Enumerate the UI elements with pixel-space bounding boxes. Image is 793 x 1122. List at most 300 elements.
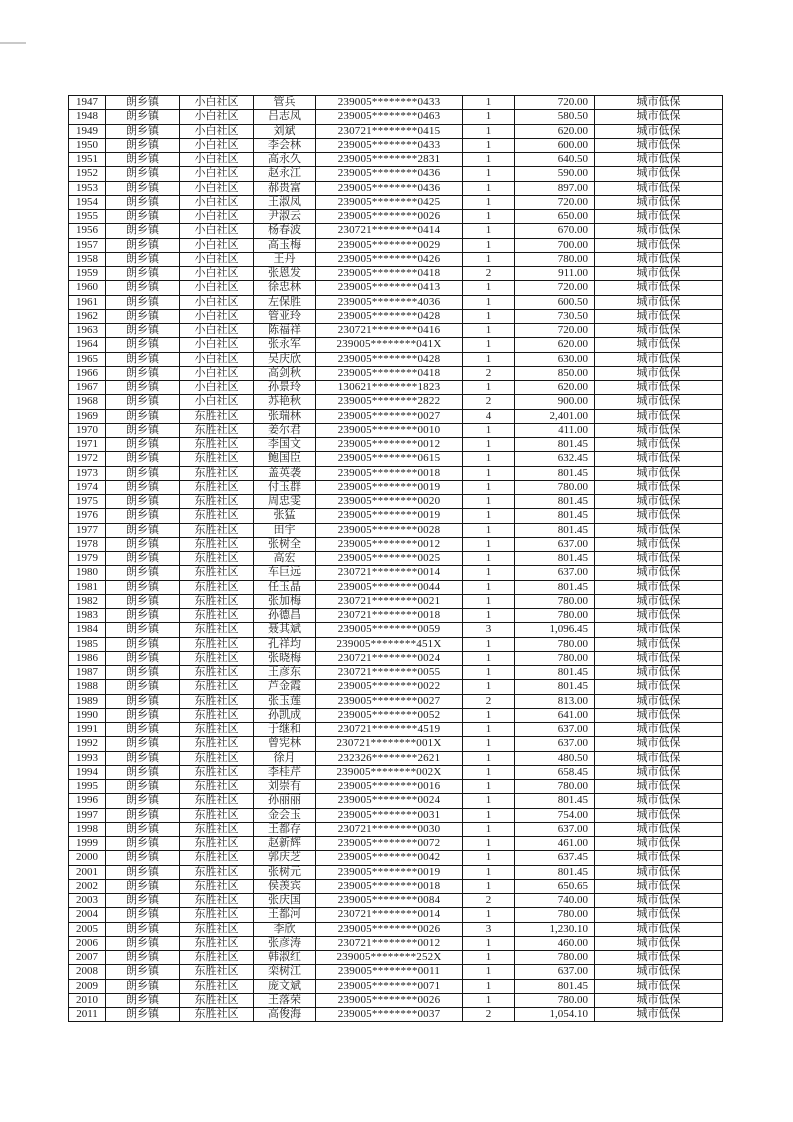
cell-name: 张玉莲 bbox=[254, 694, 316, 708]
cell-id-masked: 230721********4519 bbox=[316, 723, 463, 737]
table-row bbox=[69, 794, 723, 808]
cell-amount: 801.45 bbox=[515, 979, 595, 993]
cell-count: 1 bbox=[463, 181, 515, 195]
cell-benefit-type: 城市低保 bbox=[595, 680, 723, 694]
cell-name: 管兵 bbox=[254, 96, 316, 110]
cell-serial: 1964 bbox=[69, 338, 106, 352]
cell-amount: 780.00 bbox=[515, 993, 595, 1007]
cell-count: 2 bbox=[463, 395, 515, 409]
cell-amount: 801.45 bbox=[515, 680, 595, 694]
cell-amount: 780.00 bbox=[515, 609, 595, 623]
cell-community: 东胜社区 bbox=[180, 694, 254, 708]
cell-name: 吕志凤 bbox=[254, 110, 316, 124]
cell-id-masked: 239005********0010 bbox=[316, 423, 463, 437]
cell-count: 1 bbox=[463, 879, 515, 893]
cell-serial: 1988 bbox=[69, 680, 106, 694]
cell-community: 东胜社区 bbox=[180, 438, 254, 452]
cell-community: 东胜社区 bbox=[180, 580, 254, 594]
cell-name: 高玉梅 bbox=[254, 238, 316, 252]
table-row bbox=[69, 751, 723, 765]
table-row bbox=[69, 480, 723, 494]
cell-id-masked: 239005********451X bbox=[316, 637, 463, 651]
cell-community: 小白社区 bbox=[180, 195, 254, 209]
cell-name: 韩淑红 bbox=[254, 951, 316, 965]
cell-serial: 2009 bbox=[69, 979, 106, 993]
cell-serial: 1961 bbox=[69, 295, 106, 309]
cell-serial: 1954 bbox=[69, 195, 106, 209]
cell-benefit-type: 城市低保 bbox=[595, 623, 723, 637]
cell-name: 张彦涛 bbox=[254, 936, 316, 950]
cell-serial: 2010 bbox=[69, 993, 106, 1007]
cell-name: 刘崇有 bbox=[254, 780, 316, 794]
cell-amount: 911.00 bbox=[515, 267, 595, 281]
cell-count: 1 bbox=[463, 651, 515, 665]
cell-serial: 1994 bbox=[69, 765, 106, 779]
cell-amount: 780.00 bbox=[515, 651, 595, 665]
cell-serial: 1999 bbox=[69, 837, 106, 851]
cell-count: 1 bbox=[463, 509, 515, 523]
cell-town: 朗乡镇 bbox=[106, 666, 180, 680]
cell-amount: 780.00 bbox=[515, 252, 595, 266]
cell-name: 曾宪林 bbox=[254, 737, 316, 751]
cell-community: 小白社区 bbox=[180, 281, 254, 295]
table-row bbox=[69, 623, 723, 637]
cell-count: 1 bbox=[463, 423, 515, 437]
cell-id-masked: 239005********0037 bbox=[316, 1008, 463, 1022]
cell-serial: 1958 bbox=[69, 252, 106, 266]
cell-serial: 1986 bbox=[69, 651, 106, 665]
cell-benefit-type: 城市低保 bbox=[595, 480, 723, 494]
cell-count: 1 bbox=[463, 580, 515, 594]
cell-serial: 1978 bbox=[69, 537, 106, 551]
cell-community: 东胜社区 bbox=[180, 808, 254, 822]
cell-town: 朗乡镇 bbox=[106, 466, 180, 480]
cell-town: 朗乡镇 bbox=[106, 110, 180, 124]
cell-amount: 461.00 bbox=[515, 837, 595, 851]
cell-serial: 1981 bbox=[69, 580, 106, 594]
cell-community: 小白社区 bbox=[180, 338, 254, 352]
cell-benefit-type: 城市低保 bbox=[595, 822, 723, 836]
cell-amount: 411.00 bbox=[515, 423, 595, 437]
cell-benefit-type: 城市低保 bbox=[595, 238, 723, 252]
cell-id-masked: 239005********2831 bbox=[316, 153, 463, 167]
cell-id-masked: 230721********0014 bbox=[316, 566, 463, 580]
cell-id-masked: 239005********0433 bbox=[316, 96, 463, 110]
cell-name: 张猛 bbox=[254, 509, 316, 523]
cell-id-masked: 239005********0428 bbox=[316, 309, 463, 323]
table-row bbox=[69, 352, 723, 366]
table-row bbox=[69, 1008, 723, 1022]
cell-amount: 801.45 bbox=[515, 495, 595, 509]
cell-name: 张晓梅 bbox=[254, 651, 316, 665]
table-row bbox=[69, 495, 723, 509]
cell-benefit-type: 城市低保 bbox=[595, 495, 723, 509]
cell-id-masked: 239005********0428 bbox=[316, 352, 463, 366]
cell-amount: 2,401.00 bbox=[515, 409, 595, 423]
cell-name: 高宏 bbox=[254, 552, 316, 566]
cell-community: 小白社区 bbox=[180, 381, 254, 395]
cell-benefit-type: 城市低保 bbox=[595, 808, 723, 822]
cell-name: 任玉晶 bbox=[254, 580, 316, 594]
cell-name: 管亚玲 bbox=[254, 309, 316, 323]
table-row bbox=[69, 637, 723, 651]
cell-serial: 2006 bbox=[69, 936, 106, 950]
cell-benefit-type: 城市低保 bbox=[595, 965, 723, 979]
cell-count: 1 bbox=[463, 124, 515, 138]
cell-town: 朗乡镇 bbox=[106, 181, 180, 195]
cell-community: 东胜社区 bbox=[180, 509, 254, 523]
cell-benefit-type: 城市低保 bbox=[595, 110, 723, 124]
cell-count: 1 bbox=[463, 309, 515, 323]
cell-name: 栾树江 bbox=[254, 965, 316, 979]
cell-name: 王淑凤 bbox=[254, 195, 316, 209]
cell-community: 小白社区 bbox=[180, 238, 254, 252]
cell-count: 1 bbox=[463, 110, 515, 124]
table-row bbox=[69, 466, 723, 480]
cell-town: 朗乡镇 bbox=[106, 381, 180, 395]
table-row bbox=[69, 381, 723, 395]
cell-community: 东胜社区 bbox=[180, 623, 254, 637]
cell-community: 东胜社区 bbox=[180, 594, 254, 608]
cell-amount: 620.00 bbox=[515, 381, 595, 395]
cell-amount: 590.00 bbox=[515, 167, 595, 181]
cell-id-masked: 230721********0018 bbox=[316, 609, 463, 623]
cell-community: 东胜社区 bbox=[180, 951, 254, 965]
cell-benefit-type: 城市低保 bbox=[595, 936, 723, 950]
cell-name: 张瑞林 bbox=[254, 409, 316, 423]
table-row bbox=[69, 651, 723, 665]
table-row bbox=[69, 295, 723, 309]
cell-town: 朗乡镇 bbox=[106, 281, 180, 295]
cell-benefit-type: 城市低保 bbox=[595, 1008, 723, 1022]
cell-community: 东胜社区 bbox=[180, 708, 254, 722]
cell-serial: 1975 bbox=[69, 495, 106, 509]
cell-benefit-type: 城市低保 bbox=[595, 181, 723, 195]
cell-serial: 1976 bbox=[69, 509, 106, 523]
cell-count: 1 bbox=[463, 452, 515, 466]
table-row bbox=[69, 936, 723, 950]
cell-town: 朗乡镇 bbox=[106, 723, 180, 737]
cell-count: 3 bbox=[463, 922, 515, 936]
cell-community: 小白社区 bbox=[180, 252, 254, 266]
cell-serial: 1968 bbox=[69, 395, 106, 409]
cell-benefit-type: 城市低保 bbox=[595, 395, 723, 409]
cell-community: 东胜社区 bbox=[180, 894, 254, 908]
benefits-table bbox=[68, 95, 723, 1022]
cell-name: 高永久 bbox=[254, 153, 316, 167]
cell-amount: 600.00 bbox=[515, 138, 595, 152]
cell-benefit-type: 城市低保 bbox=[595, 708, 723, 722]
cell-count: 1 bbox=[463, 466, 515, 480]
cell-amount: 780.00 bbox=[515, 637, 595, 651]
cell-amount: 754.00 bbox=[515, 808, 595, 822]
cell-count: 1 bbox=[463, 951, 515, 965]
cell-id-masked: 239005********0012 bbox=[316, 537, 463, 551]
cell-serial: 1989 bbox=[69, 694, 106, 708]
table-row bbox=[69, 808, 723, 822]
cell-amount: 632.45 bbox=[515, 452, 595, 466]
cell-count: 1 bbox=[463, 96, 515, 110]
cell-serial: 1955 bbox=[69, 210, 106, 224]
cell-amount: 650.00 bbox=[515, 210, 595, 224]
cell-serial: 1979 bbox=[69, 552, 106, 566]
cell-id-masked: 239005********0426 bbox=[316, 252, 463, 266]
cell-amount: 801.45 bbox=[515, 438, 595, 452]
cell-id-masked: 239005********0024 bbox=[316, 794, 463, 808]
cell-town: 朗乡镇 bbox=[106, 523, 180, 537]
table-row bbox=[69, 979, 723, 993]
cell-benefit-type: 城市低保 bbox=[595, 324, 723, 338]
cell-community: 东胜社区 bbox=[180, 879, 254, 893]
cell-benefit-type: 城市低保 bbox=[595, 993, 723, 1007]
cell-amount: 630.00 bbox=[515, 352, 595, 366]
cell-serial: 1948 bbox=[69, 110, 106, 124]
cell-town: 朗乡镇 bbox=[106, 936, 180, 950]
cell-town: 朗乡镇 bbox=[106, 352, 180, 366]
cell-name: 赵永江 bbox=[254, 167, 316, 181]
cell-community: 东胜社区 bbox=[180, 523, 254, 537]
cell-amount: 730.50 bbox=[515, 309, 595, 323]
cell-id-masked: 230721********0030 bbox=[316, 822, 463, 836]
table-row bbox=[69, 537, 723, 551]
cell-benefit-type: 城市低保 bbox=[595, 423, 723, 437]
cell-benefit-type: 城市低保 bbox=[595, 124, 723, 138]
cell-town: 朗乡镇 bbox=[106, 879, 180, 893]
cell-count: 1 bbox=[463, 979, 515, 993]
cell-serial: 1984 bbox=[69, 623, 106, 637]
cell-name: 孙德昌 bbox=[254, 609, 316, 623]
cell-name: 鲍国臣 bbox=[254, 452, 316, 466]
cell-amount: 780.00 bbox=[515, 594, 595, 608]
cell-community: 小白社区 bbox=[180, 96, 254, 110]
cell-id-masked: 239005********0436 bbox=[316, 167, 463, 181]
cell-serial: 2003 bbox=[69, 894, 106, 908]
cell-town: 朗乡镇 bbox=[106, 993, 180, 1007]
table-row bbox=[69, 195, 723, 209]
table-row bbox=[69, 594, 723, 608]
cell-town: 朗乡镇 bbox=[106, 366, 180, 380]
cell-count: 1 bbox=[463, 936, 515, 950]
cell-id-masked: 239005********0019 bbox=[316, 509, 463, 523]
cell-benefit-type: 城市低保 bbox=[595, 267, 723, 281]
cell-name: 高剑秋 bbox=[254, 366, 316, 380]
cell-name: 付玉群 bbox=[254, 480, 316, 494]
cell-community: 小白社区 bbox=[180, 324, 254, 338]
table-row bbox=[69, 267, 723, 281]
table-row bbox=[69, 965, 723, 979]
cell-benefit-type: 城市低保 bbox=[595, 580, 723, 594]
cell-town: 朗乡镇 bbox=[106, 224, 180, 238]
table-row bbox=[69, 96, 723, 110]
cell-amount: 580.50 bbox=[515, 110, 595, 124]
cell-benefit-type: 城市低保 bbox=[595, 879, 723, 893]
cell-town: 朗乡镇 bbox=[106, 195, 180, 209]
cell-amount: 641.00 bbox=[515, 708, 595, 722]
cell-amount: 801.45 bbox=[515, 666, 595, 680]
cell-town: 朗乡镇 bbox=[106, 680, 180, 694]
cell-town: 朗乡镇 bbox=[106, 851, 180, 865]
cell-id-masked: 239005********0615 bbox=[316, 452, 463, 466]
cell-name: 王彦东 bbox=[254, 666, 316, 680]
cell-count: 1 bbox=[463, 765, 515, 779]
cell-community: 小白社区 bbox=[180, 110, 254, 124]
cell-id-masked: 239005********0012 bbox=[316, 438, 463, 452]
cell-id-masked: 239005********0029 bbox=[316, 238, 463, 252]
cell-id-masked: 239005********0026 bbox=[316, 922, 463, 936]
cell-amount: 801.45 bbox=[515, 580, 595, 594]
cell-id-masked: 239005********4036 bbox=[316, 295, 463, 309]
cell-benefit-type: 城市低保 bbox=[595, 96, 723, 110]
cell-benefit-type: 城市低保 bbox=[595, 295, 723, 309]
cell-community: 小白社区 bbox=[180, 167, 254, 181]
cell-community: 东胜社区 bbox=[180, 423, 254, 437]
cell-name: 杨春波 bbox=[254, 224, 316, 238]
cell-id-masked: 230721********001X bbox=[316, 737, 463, 751]
cell-name: 聂其斌 bbox=[254, 623, 316, 637]
cell-count: 1 bbox=[463, 153, 515, 167]
cell-community: 东胜社区 bbox=[180, 737, 254, 751]
cell-count: 1 bbox=[463, 381, 515, 395]
cell-town: 朗乡镇 bbox=[106, 395, 180, 409]
cell-count: 1 bbox=[463, 210, 515, 224]
cell-community: 东胜社区 bbox=[180, 936, 254, 950]
cell-community: 东胜社区 bbox=[180, 609, 254, 623]
cell-benefit-type: 城市低保 bbox=[595, 281, 723, 295]
cell-serial: 1953 bbox=[69, 181, 106, 195]
cell-amount: 780.00 bbox=[515, 780, 595, 794]
cell-name: 高俊海 bbox=[254, 1008, 316, 1022]
cell-benefit-type: 城市低保 bbox=[595, 922, 723, 936]
cell-community: 小白社区 bbox=[180, 295, 254, 309]
table-row bbox=[69, 894, 723, 908]
cell-community: 东胜社区 bbox=[180, 965, 254, 979]
cell-name: 王落荣 bbox=[254, 993, 316, 1007]
cell-id-masked: 239005********0011 bbox=[316, 965, 463, 979]
cell-amount: 850.00 bbox=[515, 366, 595, 380]
cell-id-masked: 239005********0463 bbox=[316, 110, 463, 124]
cell-town: 朗乡镇 bbox=[106, 238, 180, 252]
cell-count: 1 bbox=[463, 224, 515, 238]
cell-town: 朗乡镇 bbox=[106, 822, 180, 836]
table-row bbox=[69, 309, 723, 323]
cell-count: 1 bbox=[463, 295, 515, 309]
cell-town: 朗乡镇 bbox=[106, 637, 180, 651]
cell-amount: 640.50 bbox=[515, 153, 595, 167]
cell-benefit-type: 城市低保 bbox=[595, 837, 723, 851]
cell-name: 李会林 bbox=[254, 138, 316, 152]
cell-benefit-type: 城市低保 bbox=[595, 210, 723, 224]
cell-town: 朗乡镇 bbox=[106, 794, 180, 808]
table-row bbox=[69, 765, 723, 779]
cell-amount: 801.45 bbox=[515, 466, 595, 480]
cell-id-masked: 239005********0018 bbox=[316, 466, 463, 480]
cell-community: 东胜社区 bbox=[180, 922, 254, 936]
cell-town: 朗乡镇 bbox=[106, 509, 180, 523]
cell-benefit-type: 城市低保 bbox=[595, 138, 723, 152]
cell-community: 东胜社区 bbox=[180, 908, 254, 922]
cell-id-masked: 239005********0059 bbox=[316, 623, 463, 637]
table-row bbox=[69, 181, 723, 195]
cell-community: 小白社区 bbox=[180, 267, 254, 281]
cell-serial: 2004 bbox=[69, 908, 106, 922]
cell-amount: 801.45 bbox=[515, 865, 595, 879]
table-row bbox=[69, 238, 723, 252]
cell-benefit-type: 城市低保 bbox=[595, 908, 723, 922]
cell-benefit-type: 城市低保 bbox=[595, 666, 723, 680]
cell-benefit-type: 城市低保 bbox=[595, 894, 723, 908]
cell-name: 王都河 bbox=[254, 908, 316, 922]
cell-benefit-type: 城市低保 bbox=[595, 195, 723, 209]
cell-name: 徐忠林 bbox=[254, 281, 316, 295]
cell-id-masked: 239005********2822 bbox=[316, 395, 463, 409]
table-row bbox=[69, 737, 723, 751]
cell-name: 王丹 bbox=[254, 252, 316, 266]
cell-count: 2 bbox=[463, 894, 515, 908]
cell-serial: 1971 bbox=[69, 438, 106, 452]
cell-amount: 658.45 bbox=[515, 765, 595, 779]
cell-amount: 600.50 bbox=[515, 295, 595, 309]
cell-id-masked: 239005********0026 bbox=[316, 993, 463, 1007]
cell-amount: 637.45 bbox=[515, 851, 595, 865]
cell-town: 朗乡镇 bbox=[106, 167, 180, 181]
cell-benefit-type: 城市低保 bbox=[595, 537, 723, 551]
cell-town: 朗乡镇 bbox=[106, 651, 180, 665]
cell-serial: 1956 bbox=[69, 224, 106, 238]
cell-amount: 460.00 bbox=[515, 936, 595, 950]
cell-community: 东胜社区 bbox=[180, 837, 254, 851]
cell-community: 东胜社区 bbox=[180, 537, 254, 551]
cell-town: 朗乡镇 bbox=[106, 409, 180, 423]
cell-town: 朗乡镇 bbox=[106, 979, 180, 993]
cell-count: 1 bbox=[463, 708, 515, 722]
cell-community: 东胜社区 bbox=[180, 566, 254, 580]
cell-amount: 801.45 bbox=[515, 523, 595, 537]
table-row bbox=[69, 609, 723, 623]
table-row bbox=[69, 338, 723, 352]
cell-id-masked: 230721********0014 bbox=[316, 908, 463, 922]
table-row bbox=[69, 138, 723, 152]
cell-amount: 620.00 bbox=[515, 124, 595, 138]
cell-amount: 637.00 bbox=[515, 566, 595, 580]
cell-count: 1 bbox=[463, 908, 515, 922]
cell-name: 郭庆芝 bbox=[254, 851, 316, 865]
cell-id-masked: 239005********0425 bbox=[316, 195, 463, 209]
cell-town: 朗乡镇 bbox=[106, 580, 180, 594]
cell-community: 小白社区 bbox=[180, 153, 254, 167]
cell-town: 朗乡镇 bbox=[106, 965, 180, 979]
cell-town: 朗乡镇 bbox=[106, 951, 180, 965]
cell-name: 张加梅 bbox=[254, 594, 316, 608]
cell-town: 朗乡镇 bbox=[106, 210, 180, 224]
cell-id-masked: 230721********0416 bbox=[316, 324, 463, 338]
cell-count: 1 bbox=[463, 794, 515, 808]
cell-serial: 1949 bbox=[69, 124, 106, 138]
cell-count: 1 bbox=[463, 480, 515, 494]
cell-benefit-type: 城市低保 bbox=[595, 594, 723, 608]
cell-id-masked: 230721********0021 bbox=[316, 594, 463, 608]
cell-community: 东胜社区 bbox=[180, 480, 254, 494]
cell-serial: 1992 bbox=[69, 737, 106, 751]
cell-id-masked: 230721********0415 bbox=[316, 124, 463, 138]
cell-serial: 1991 bbox=[69, 723, 106, 737]
cell-town: 朗乡镇 bbox=[106, 908, 180, 922]
cell-name: 侯羡宾 bbox=[254, 879, 316, 893]
cell-serial: 2011 bbox=[69, 1008, 106, 1022]
cell-count: 1 bbox=[463, 566, 515, 580]
table-row bbox=[69, 124, 723, 138]
cell-benefit-type: 城市低保 bbox=[595, 651, 723, 665]
cell-name: 李桂芹 bbox=[254, 765, 316, 779]
